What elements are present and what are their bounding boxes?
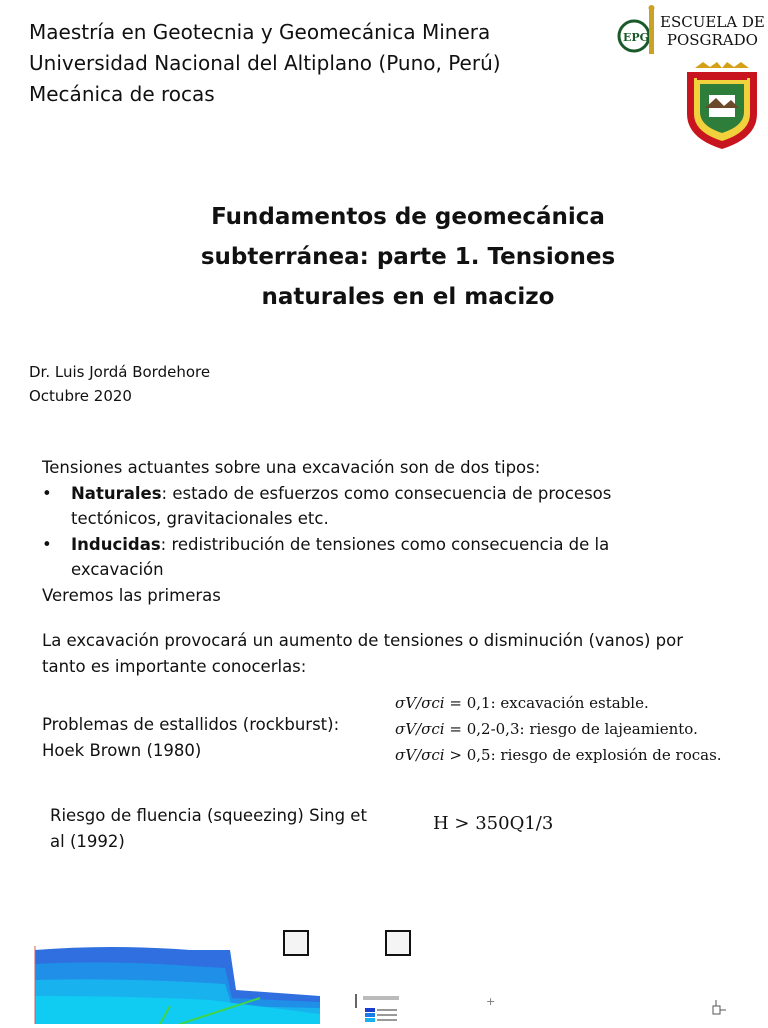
squeezing-label: Riesgo de fluencia (squeezing) Sing et al (1992) [50,806,367,851]
rockburst-formulas [395,690,722,768]
checkbox-2[interactable] [385,930,411,956]
bullet-text: : estado de esfuerzos como consecuencia de procesos tectónicos, gravitacionales etc. [71,483,612,528]
bullet-naturales [42,481,692,532]
conclusion-text: Veremos las primeras [42,585,221,605]
author-name: Dr. Luis Jordá Bordehore [29,363,211,381]
crosshair-icon: + [486,995,496,1008]
escuela-posgrado-logo [616,5,768,57]
presentation-date: Octubre 2020 [29,387,132,405]
svg-text:EPG: EPG [623,31,650,44]
logo-text-escuela: ESCUELA DE [660,13,765,31]
title-line-2: subterránea: parte 1. Tensiones [200,244,616,270]
university-name: Universidad Nacional del Altiplano (Puno, Perú) [29,51,501,75]
cursor-marker-icon [710,998,730,1022]
body-section [42,455,692,679]
stress-model-figure [30,940,330,1024]
course-name: Mecánica de rocas [29,82,215,106]
bullet-term: Inducidas [71,534,161,554]
excavation-paragraph: La excavación provocará un aumento de tensiones o disminución (vanos) por tanto es importante conocerlas: [42,631,683,676]
model-legend [355,994,405,1024]
bullet-text: : redistribución de tensiones como consecuencia de la excavación [71,534,610,579]
program-title: Maestría en Geotecnia y Geomecánica Minera [29,20,491,44]
slide-title [60,197,756,317]
title-line-3: naturales en el macizo [261,284,555,310]
formula-row: σV/σci = 0,1: excavación estable. [395,694,649,712]
title-line-1: Fundamentos de geomecánica [211,204,605,230]
author-block [29,360,210,408]
intro-text: Tensiones actuantes sobre una excavación son de dos tipos: [42,458,541,477]
university-crest [683,62,761,150]
rockburst-label: Problemas de estallidos (rockburst): Hoek Brown (1980) [42,715,340,760]
formula-row: σV/σci = 0,2-0,3: riesgo de lajeamiento. [395,720,698,738]
squeezing-formula: H > 350Q1/3 [433,813,554,834]
bullet-term: Naturales [71,483,162,503]
bullet-inducidas [42,532,692,583]
formula-row: σV/σci > 0,5: riesgo de explosión de rocas. [395,746,722,764]
logo-text-posgrado: POSGRADO [666,31,758,49]
